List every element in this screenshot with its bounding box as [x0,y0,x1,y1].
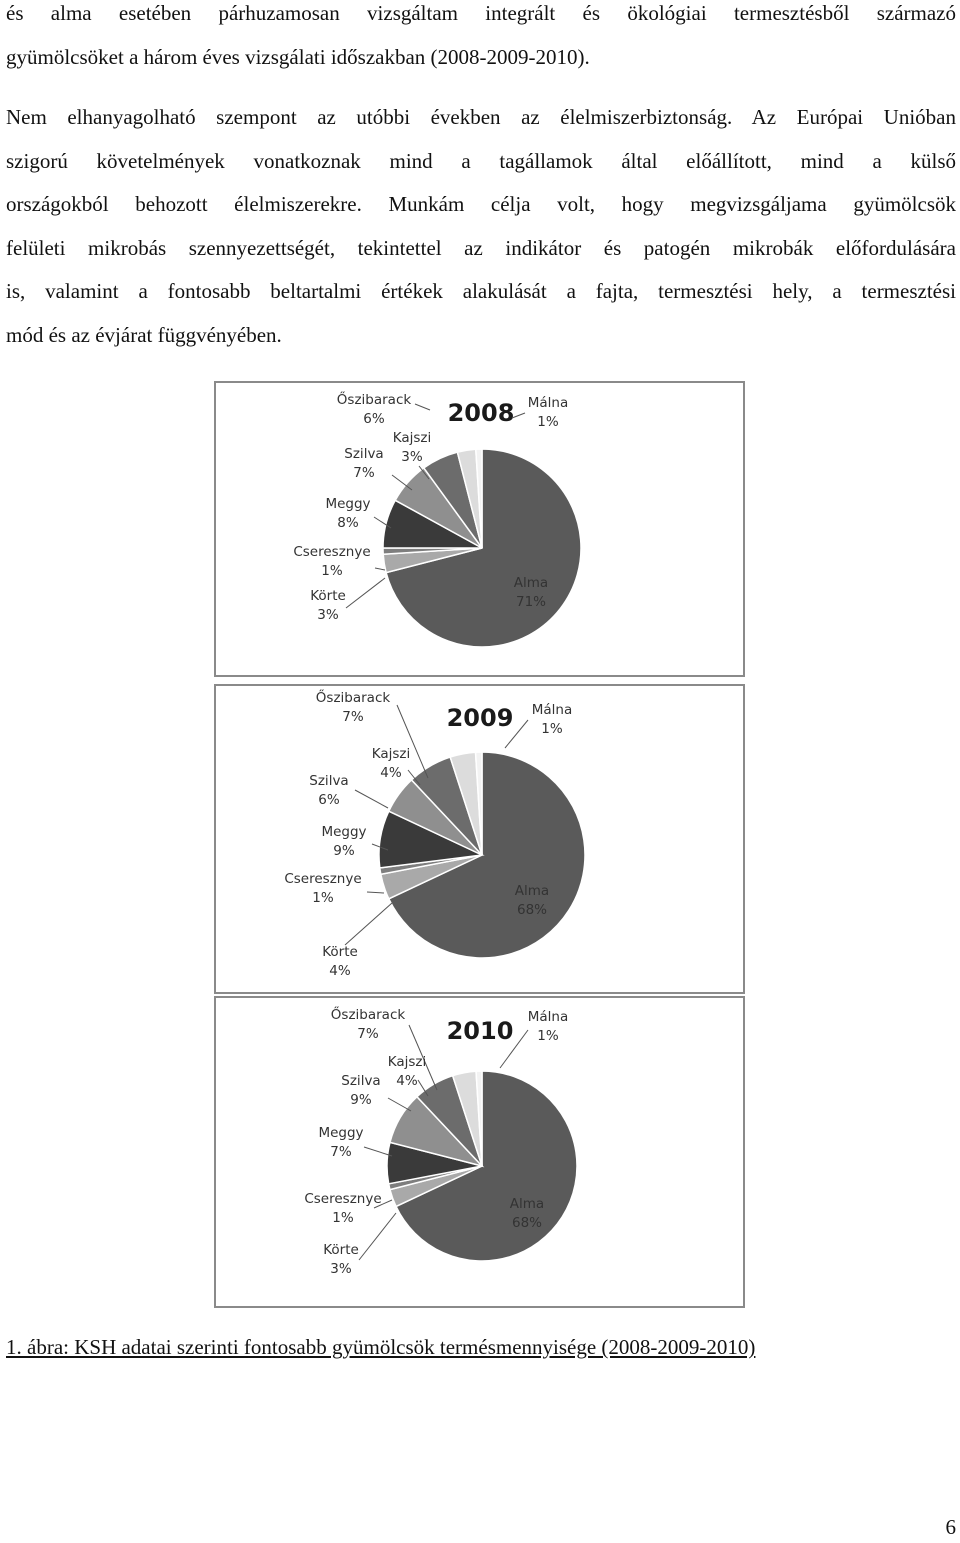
data-label-value: 1% [537,414,559,430]
data-label-name: Körte [310,588,346,604]
data-label [372,746,411,781]
data-label-value: 71% [515,594,547,610]
leader-line [367,892,384,893]
page-number: 6 [945,1515,956,1539]
data-label [532,702,573,737]
data-label-name: Kajszi [387,1054,427,1070]
pie-slices [387,1071,577,1261]
pie-chart-2010 [214,996,745,1308]
data-label-name: Málna [531,702,573,718]
data-label [393,430,432,465]
data-label-name: Meggy [321,824,367,840]
data-label-value: 7% [357,1026,379,1042]
data-label [341,1073,380,1108]
data-label-name: Őszibarack [315,690,391,706]
data-label-name: Alma [513,575,549,591]
data-label-name: Alma [509,1196,545,1212]
text-line: gyümölcsöket a három éves vizsgálati időszakban (2008-2009-2010). [6,44,590,69]
text-line: Nem elhanyagolható szempont az utóbbi években az élelmiszerbiztonság. Az Európai Unióban [6,105,956,129]
pie-chart-svg [216,686,743,992]
data-label [321,824,366,859]
data-label [325,496,370,531]
data-label-value: 4% [380,765,402,781]
data-label-value: 3% [401,449,423,465]
leader-line [415,404,430,410]
data-label [284,871,361,906]
data-label [528,395,569,430]
data-label [316,688,391,725]
text-line: szigorú követelmények vonatkoznak mind a tagállamok által előállított, mind a külső [6,148,956,173]
leader-line [359,1213,396,1260]
data-label-value: 9% [333,843,355,859]
figure-caption: 1. ábra: KSH adatai szerinti fontosabb gyümölcsök termésmennyisége (2008-2009-2010) [6,1335,756,1359]
data-label [344,446,383,481]
data-label-value: 9% [350,1092,372,1108]
leader-line [375,568,385,570]
data-label [323,1242,359,1277]
data-label-value: 68% [516,902,548,918]
pie-slices [379,752,585,958]
text-line: is, valamint a fontosabb beltartalmi értékek alakulását a fajta, termesztési hely, a termesztési [6,279,956,303]
data-label [310,588,346,623]
pie-chart-svg [216,998,743,1306]
data-label-name: Szilva [309,773,349,789]
text-line: mód és az évjárat függvényében. [6,322,282,347]
data-label-value: 7% [330,1144,352,1160]
data-label-name: Kajszi [371,746,411,762]
data-label [309,773,348,808]
data-label-name: Kajszi [392,430,432,446]
data-label [331,1005,406,1042]
data-label-name: Szilva [341,1073,381,1089]
data-label-name: Meggy [325,496,371,512]
data-label-value: 1% [332,1210,354,1226]
data-label-name: Őszibarack [336,392,412,408]
pie-chart-svg [216,383,743,675]
data-label-name: Őszibarack [330,1007,406,1023]
data-label-value: 6% [318,792,340,808]
data-label-value: 4% [396,1073,418,1089]
data-label-value: 7% [342,709,364,725]
data-label-name: Cseresznye [293,544,371,560]
pie-slices [383,449,581,647]
data-label-value: 1% [312,890,334,906]
intro-paragraph [6,0,956,79]
chart-title: 2010 [446,1017,514,1045]
data-label [318,1125,363,1160]
data-label [304,1191,381,1226]
pie-chart-2008 [214,381,745,677]
text-line: és alma esetében párhuzamosan vizsgáltam integrált és ökológiai termesztésből származó [6,1,956,25]
leader-line [346,578,385,608]
chart-title: 2008 [447,399,515,427]
data-label-value: 6% [363,411,385,427]
data-label-name: Meggy [318,1125,364,1141]
body-paragraph [6,96,956,357]
chart-title: 2009 [446,704,514,732]
data-label-value: 8% [337,515,359,531]
data-label [528,1009,569,1044]
data-label-value: 68% [511,1215,543,1231]
data-label-name: Körte [323,1242,359,1258]
data-label-name: Körte [322,944,358,960]
leader-line [355,790,388,808]
text-line: országokból behozott élelmiszerekre. Munkám célja volt, hogy megvizsgáljama gyümölcsök [6,192,956,216]
data-label-name: Málna [527,1009,569,1025]
data-label-name: Cseresznye [304,1191,382,1207]
data-label [337,390,412,427]
data-label [293,544,370,579]
data-label-name: Alma [514,883,550,899]
pie-chart-2009 [214,684,745,994]
data-label-name: Málna [527,395,569,411]
data-label-value: 4% [329,963,351,979]
leader-line [345,903,392,945]
data-label-name: Cseresznye [284,871,362,887]
data-label-value: 3% [330,1261,352,1277]
data-label-value: 1% [537,1028,559,1044]
leader-line [388,1098,411,1111]
data-label-name: Szilva [344,446,384,462]
data-label [322,944,358,979]
data-label-value: 7% [353,465,375,481]
data-label-value: 3% [317,607,339,623]
text-line: felületi mikrobás szennyezettségét, tekintettel az indikátor és patogén mikrobák előfordulására [6,235,956,260]
data-label-value: 1% [541,721,563,737]
data-label-value: 1% [321,563,343,579]
